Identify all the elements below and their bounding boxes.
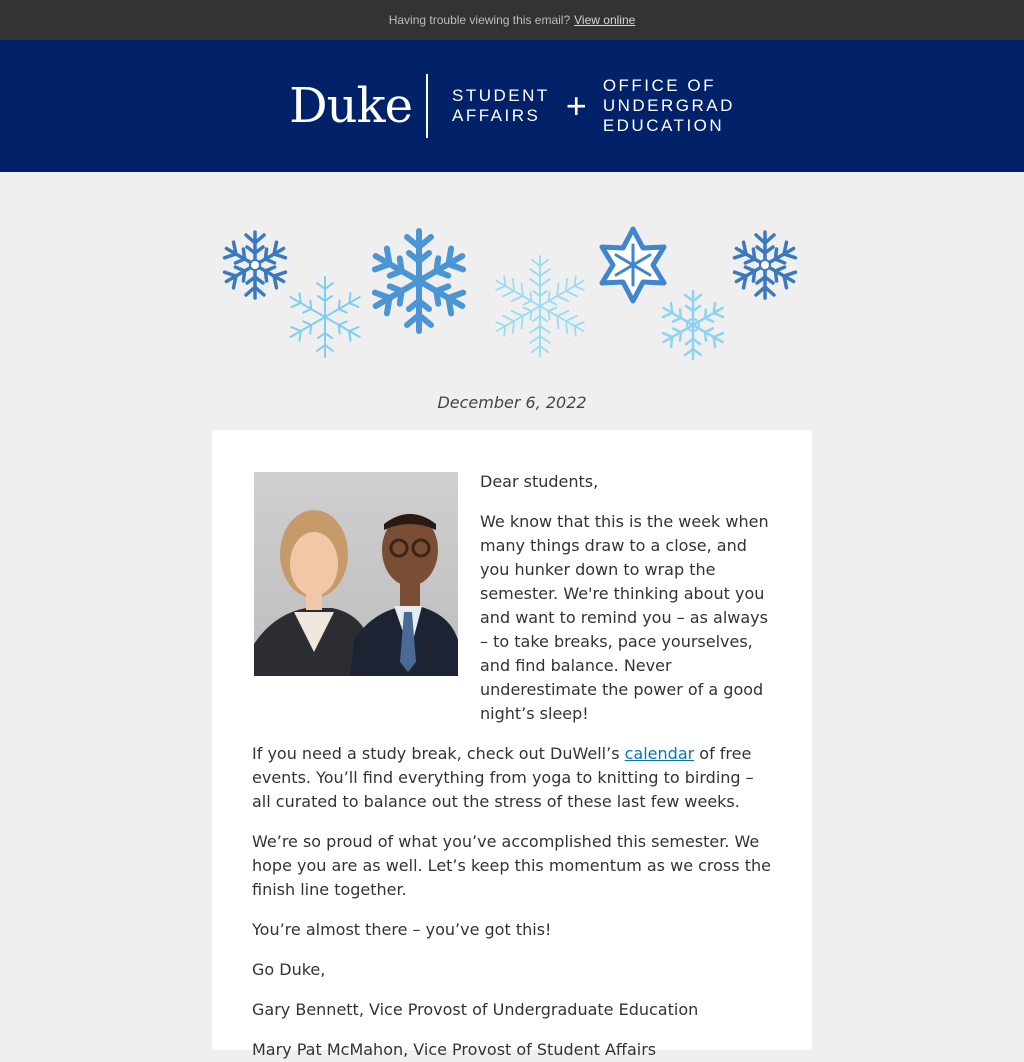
letter-card <box>212 430 812 1059</box>
signature-mcmahon: Mary Pat McMahon, Vice Provost of Student Affairs <box>252 1040 657 1059</box>
paragraph-2-tail: of free events. You’ll find everything from yoga to knitting to birding – all curated to balance out the stress of these last few weeks. <box>252 744 754 811</box>
portrait-illustration <box>254 472 458 676</box>
closing: Go Duke, <box>252 960 326 979</box>
preheader-bar <box>0 0 1024 40</box>
logo-student-affairs-line1: STUDENT <box>452 86 550 105</box>
logo-duke-wordmark: Duke <box>289 78 412 134</box>
snowflake-icon <box>728 228 802 302</box>
email-header <box>0 40 1024 172</box>
logo-undergrad-education <box>603 76 735 136</box>
signature-bennett: Gary Bennett, Vice Provost of Undergraduate Education <box>252 1000 699 1019</box>
logo-student-affairs-line2: AFFAIRS <box>452 106 541 125</box>
paragraph-2 <box>252 742 772 814</box>
logo-ue-line3: EDUCATION <box>602 116 725 135</box>
snowflake-icon <box>656 288 730 362</box>
snowflake-icon <box>364 226 474 336</box>
calendar-link[interactable]: calendar <box>624 744 695 763</box>
intro-text <box>480 470 772 742</box>
logo-ue-line2: UNDERGRAD <box>602 96 735 115</box>
paragraph-2-lead: If you need a study break, check out DuWell’s <box>252 744 625 763</box>
duke-logo <box>289 74 735 138</box>
snowflake-icon <box>488 254 592 358</box>
snowflake-icon <box>282 274 368 360</box>
logo-plus: + <box>565 85 587 126</box>
logo-divider <box>426 74 428 138</box>
snowflake-icon <box>218 228 292 302</box>
logo-ue-line1: OFFICE OF <box>602 76 716 95</box>
vice-provosts-photo <box>254 472 458 676</box>
letter-intro <box>252 470 772 742</box>
paragraph-4: You’re almost there – you’ve got this! <box>252 920 552 939</box>
paragraph-1: We know that this is the week when many things draw to a close, and you hunker down to wrap the semester. We're thinking about you and want to remind you – as always – to take breaks, pace yourselves, and find balance. Never underestimate the power of a good night’s sleep! <box>480 512 769 723</box>
view-online-link[interactable]: View online <box>574 13 636 27</box>
snowflake-banner <box>212 226 812 376</box>
greeting: Dear students, <box>480 472 599 491</box>
preheader-text: Having trouble viewing this email? <box>388 13 571 27</box>
logo-student-affairs <box>452 86 550 126</box>
email-date: December 6, 2022 <box>437 393 587 412</box>
paragraph-3: We’re so proud of what you’ve accomplished this semester. We hope you are as well. Let’s keep this momentum as we cross the finish line together. <box>252 832 771 899</box>
